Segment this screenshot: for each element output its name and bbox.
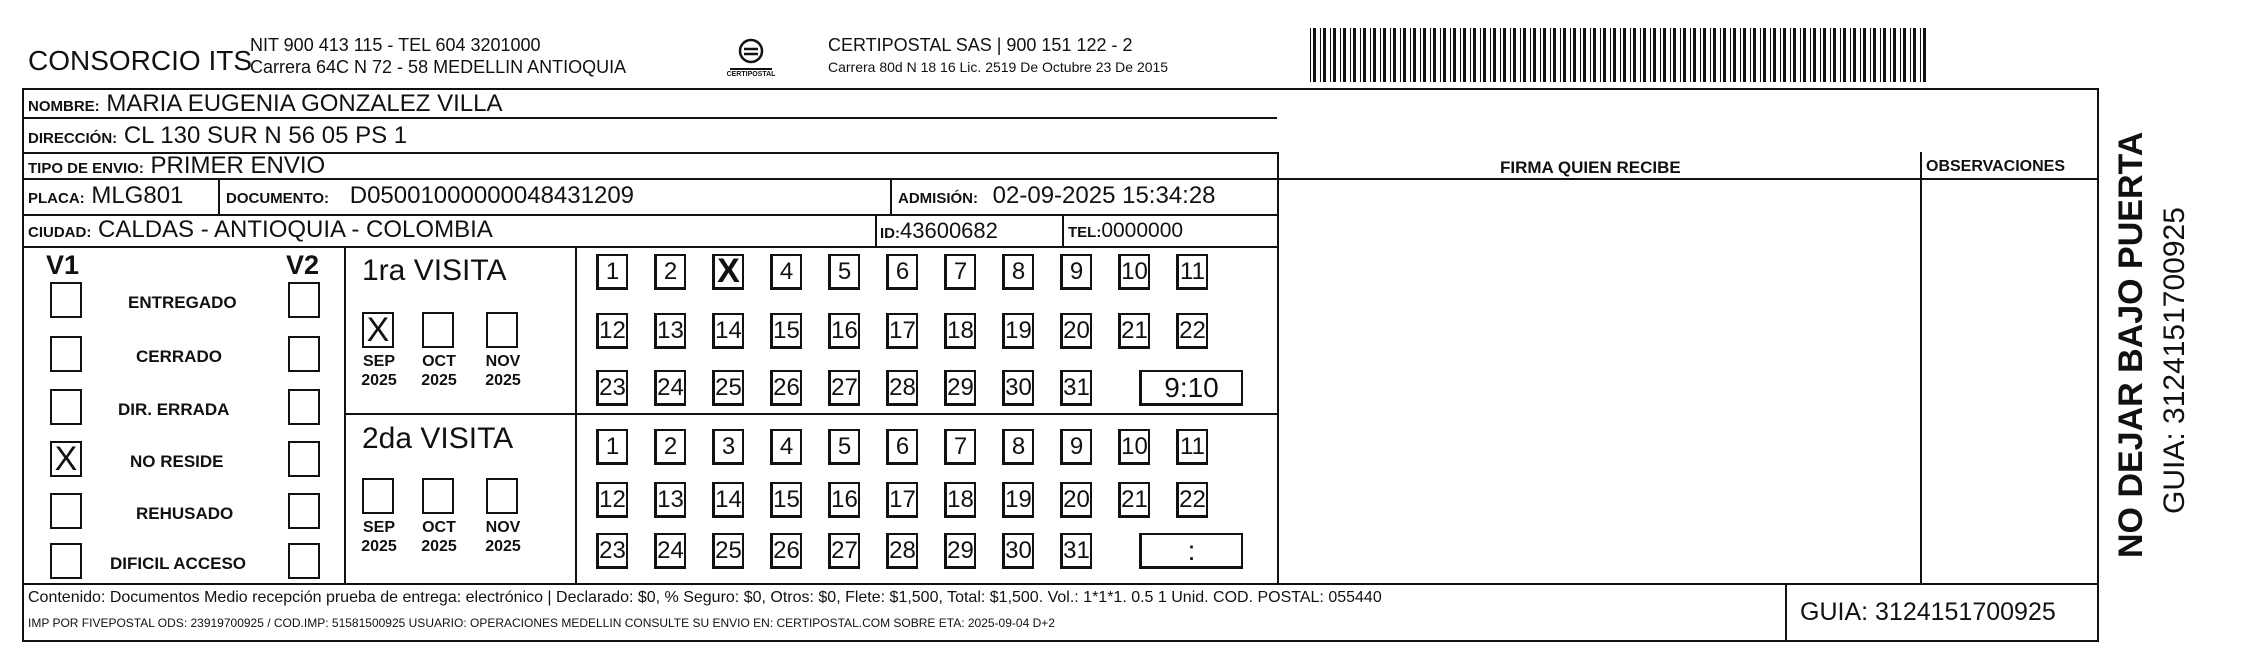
status-label: REHUSADO — [136, 504, 234, 523]
visit2-day-24[interactable]: 24 — [654, 533, 686, 569]
company-info-2: Carrera 64C N 72 - 58 MEDELLIN ANTIOQUIA — [250, 57, 627, 77]
barcode-bar — [1680, 28, 1681, 82]
barcode-bar — [1783, 28, 1786, 82]
barcode-bar — [1490, 28, 1491, 82]
firma-label: FIRMA QUIEN RECIBE — [1500, 158, 1681, 177]
visit1-month-checkbox[interactable]: X — [362, 312, 394, 348]
visit1-month-label — [476, 352, 530, 390]
barcode-bar — [1830, 28, 1831, 82]
visit1-day-15[interactable]: 15 — [770, 313, 802, 349]
v1-status-checkbox[interactable] — [50, 493, 82, 529]
barcode-bar — [1873, 28, 1876, 82]
barcode-bar — [1540, 28, 1541, 82]
barcode-bar — [1640, 28, 1641, 82]
barcode-bar — [1593, 28, 1596, 82]
ciudad-value: CALDAS - ANTIOQUIA - COLOMBIA — [98, 216, 493, 243]
month-name: NOV — [485, 519, 521, 536]
barcode-bar — [1560, 28, 1561, 82]
barcode-bar — [1383, 28, 1386, 82]
barcode-bar — [1573, 28, 1576, 82]
v2-status-checkbox[interactable] — [288, 493, 320, 529]
barcode-bar — [1653, 28, 1656, 82]
visit2-day-30[interactable]: 30 — [1002, 533, 1034, 569]
barcode-bar — [1840, 28, 1841, 82]
certipostal-logo — [726, 36, 776, 82]
v2-status-checkbox[interactable] — [288, 282, 320, 318]
barcode-bar — [1600, 28, 1601, 82]
visit2-day-22[interactable]: 22 — [1176, 482, 1208, 518]
barcode-bar — [1430, 28, 1431, 82]
visit1-day-1[interactable]: 1 — [596, 254, 628, 290]
tel-label: TEL: — [1068, 224, 1102, 241]
month-year: 2025 — [421, 372, 457, 390]
nombre-label: NOMBRE: — [28, 98, 100, 115]
visit1-day-23[interactable]: 23 — [596, 370, 628, 406]
barcode-bar — [1530, 28, 1531, 82]
barcode-bar — [1630, 28, 1631, 82]
barcode-bar — [1860, 28, 1861, 82]
barcode-bar — [1553, 28, 1556, 82]
v1-status-checkbox[interactable]: X — [50, 441, 82, 477]
barcode-bar — [1910, 28, 1911, 82]
barcode-bar — [1470, 28, 1471, 82]
visit1-day-17[interactable]: 17 — [886, 313, 918, 349]
ciudad-row — [28, 218, 493, 242]
visit1-month-label — [412, 352, 466, 390]
barcode-bar — [1403, 28, 1406, 82]
barcode-bar — [1350, 28, 1351, 82]
visit2-day-7[interactable]: 7 — [944, 429, 976, 465]
barcode-bar — [1580, 28, 1581, 82]
barcode-bar — [1603, 28, 1606, 82]
month-name: OCT — [422, 519, 456, 536]
visit2-day-14[interactable]: 14 — [712, 482, 744, 518]
barcode-bar — [1850, 28, 1851, 82]
visit2-month-checkbox[interactable] — [362, 478, 394, 514]
barcode-bar — [1610, 28, 1611, 82]
barcode-bar — [1773, 28, 1776, 82]
visit2-day-20[interactable]: 20 — [1060, 482, 1092, 518]
barcode-bar — [1660, 28, 1661, 82]
barcode-bar — [1813, 28, 1816, 82]
observaciones-label: OBSERVACIONES — [1926, 158, 2065, 175]
barcode-bar — [1683, 28, 1686, 82]
barcode-bar — [1750, 28, 1751, 82]
visit2-month-label — [352, 518, 406, 556]
month-year: 2025 — [485, 538, 521, 556]
barcode-bar — [1500, 28, 1501, 82]
visit1-day-18[interactable]: 18 — [944, 313, 976, 349]
barcode-bar — [1643, 28, 1646, 82]
barcode-bar — [1570, 28, 1571, 82]
barcode-bar — [1420, 28, 1421, 82]
nombre-row — [28, 92, 502, 116]
tipo-label: TIPO DE ENVIO: — [28, 160, 144, 177]
month-name: OCT — [422, 353, 456, 370]
direccion-value: CL 130 SUR N 56 05 PS 1 — [123, 122, 408, 149]
footer-contenido: Contenido: Documentos Medio recepción prueba de entrega: electrónico | Declarado: $0, % Seguro: $0, Otros: $0, Flete: $1,500, Total: $1,500. Vol.: 1*1*1. 0.5 1 Unid. COD. POSTAL: 055440 — [28, 589, 1382, 606]
barcode-bar — [1520, 28, 1521, 82]
visit1-day-8[interactable]: 8 — [1002, 254, 1034, 290]
status-label: NO RESIDE — [130, 452, 224, 471]
visit1-day-25[interactable]: 25 — [712, 370, 744, 406]
barcode-bar — [1423, 28, 1426, 82]
barcode-bar — [1590, 28, 1591, 82]
barcode-bar — [1410, 28, 1411, 82]
visit2-month-label — [476, 518, 530, 556]
visit2-day-31[interactable]: 31 — [1060, 533, 1092, 569]
visit1-day-29[interactable]: 29 — [944, 370, 976, 406]
visit1-day-27[interactable]: 27 — [828, 370, 860, 406]
visit2-day-29[interactable]: 29 — [944, 533, 976, 569]
barcode-bar — [1913, 28, 1916, 82]
barcode-bar — [1460, 28, 1461, 82]
barcode-bar — [1543, 28, 1546, 82]
visit1-day-4[interactable]: 4 — [770, 254, 802, 290]
placa-label: PLACA: — [28, 190, 85, 207]
barcode-bar — [1510, 28, 1511, 82]
visit2-day-13[interactable]: 13 — [654, 482, 686, 518]
barcode-bar — [1473, 28, 1476, 82]
visit2-day-4[interactable]: 4 — [770, 429, 802, 465]
month-year: 2025 — [361, 538, 397, 556]
barcode-bar — [1753, 28, 1756, 82]
visit2-day-18[interactable]: 18 — [944, 482, 976, 518]
v2-status-checkbox[interactable] — [288, 336, 320, 372]
barcode-bar — [1370, 28, 1371, 82]
visit1-day-31[interactable]: 31 — [1060, 370, 1092, 406]
barcode-bar — [1513, 28, 1516, 82]
barcode-bar — [1720, 28, 1721, 82]
barcode-bar — [1453, 28, 1456, 82]
visit2-day-23[interactable]: 23 — [596, 533, 628, 569]
barcode-bar — [1743, 28, 1746, 82]
visit1-day-10[interactable]: 10 — [1118, 254, 1150, 290]
barcode-bar — [1853, 28, 1856, 82]
visit1-day-13[interactable]: 13 — [654, 313, 686, 349]
v2-label: V2 — [286, 250, 320, 280]
barcode-bar — [1353, 28, 1356, 82]
visit1-day-11[interactable]: 11 — [1176, 254, 1208, 290]
tipo-value: PRIMER ENVIO — [150, 152, 326, 179]
visit1-day-2[interactable]: 2 — [654, 254, 686, 290]
barcode-bar — [1663, 28, 1666, 82]
v1-label: V1 — [46, 250, 80, 280]
barcode-bar — [1730, 28, 1731, 82]
visit1-day-30[interactable]: 30 — [1002, 370, 1034, 406]
barcode-bar — [1843, 28, 1846, 82]
barcode-bar — [1890, 28, 1891, 82]
svg-text:CERTIPOSTAL: CERTIPOSTAL — [726, 71, 776, 78]
footer-guia: GUIA: 3124151700925 — [1800, 598, 2056, 626]
v2-status-checkbox[interactable] — [288, 441, 320, 477]
barcode — [1310, 28, 1934, 82]
barcode-bar — [1390, 28, 1391, 82]
barcode-bar — [1613, 28, 1616, 82]
barcode-bar — [1803, 28, 1806, 82]
barcode-bar — [1633, 28, 1636, 82]
barcode-bar — [1373, 28, 1376, 82]
visit1-day-3[interactable]: X — [712, 254, 744, 290]
barcode-bar — [1763, 28, 1766, 82]
visit1-day-14[interactable]: 14 — [712, 313, 744, 349]
id-row — [880, 220, 998, 242]
direccion-label: DIRECCIÓN: — [28, 130, 118, 147]
visit1-day-9[interactable]: 9 — [1060, 254, 1092, 290]
barcode-bar — [1413, 28, 1416, 82]
logo-emblem-icon — [726, 36, 776, 82]
visit2-time-field[interactable]: : — [1139, 533, 1243, 569]
side-warning: NO DEJAR BAJO PUERTA — [2112, 131, 2150, 558]
nombre-value: MARIA EUGENIA GONZALEZ VILLA — [106, 90, 503, 117]
v1-status-checkbox[interactable] — [50, 543, 82, 579]
v2-status-checkbox[interactable] — [288, 543, 320, 579]
barcode-bar — [1790, 28, 1791, 82]
visit2-day-1[interactable]: 1 — [596, 429, 628, 465]
barcode-bar — [1360, 28, 1361, 82]
barcode-bar — [1800, 28, 1801, 82]
barcode-bar — [1440, 28, 1441, 82]
visit2-month-checkbox[interactable] — [486, 478, 518, 514]
barcode-bar — [1483, 28, 1486, 82]
month-name: SEP — [362, 519, 395, 536]
visit1-day-24[interactable]: 24 — [654, 370, 686, 406]
visit1-day-26[interactable]: 26 — [770, 370, 802, 406]
barcode-bar — [1343, 28, 1346, 82]
barcode-bar — [1673, 28, 1676, 82]
visit2-title: 2da VISITA — [362, 422, 514, 455]
visit1-time-field[interactable]: 9:10 — [1139, 370, 1243, 406]
barcode-bar — [1710, 28, 1711, 82]
barcode-bar — [1480, 28, 1481, 82]
visit2-day-19[interactable]: 19 — [1002, 482, 1034, 518]
barcode-bar — [1523, 28, 1526, 82]
barcode-bar — [1690, 28, 1691, 82]
barcode-bar — [1670, 28, 1671, 82]
visit1-day-22[interactable]: 22 — [1176, 313, 1208, 349]
barcode-bar — [1310, 28, 1311, 82]
barcode-bar — [1330, 28, 1331, 82]
placa-value: MLG801 — [91, 182, 184, 209]
barcode-bar — [1623, 28, 1626, 82]
visit2-month-label — [412, 518, 466, 556]
barcode-bar — [1713, 28, 1716, 82]
tipo-row — [28, 154, 325, 178]
month-year: 2025 — [485, 372, 521, 390]
documento-value: D05001000000048431209 — [349, 182, 635, 209]
visit2-day-2[interactable]: 2 — [654, 429, 686, 465]
status-label: CERRADO — [136, 347, 222, 366]
barcode-bar — [1770, 28, 1771, 82]
courier-info-2: Carrera 80d N 18 16 Lic. 2519 De Octubre 23 De 2015 — [828, 59, 1169, 75]
visit2-day-11[interactable]: 11 — [1176, 429, 1208, 465]
status-label: ENTREGADO — [128, 293, 237, 312]
visit2-day-26[interactable]: 26 — [770, 533, 802, 569]
observaciones-area[interactable] — [1923, 181, 2097, 581]
barcode-bar — [1323, 28, 1326, 82]
visit2-day-21[interactable]: 21 — [1118, 482, 1150, 518]
side-guia: GUIA: 3124151700925 — [2158, 207, 2191, 514]
tel-row — [1068, 220, 1183, 241]
barcode-bar — [1733, 28, 1736, 82]
visit2-day-6[interactable]: 6 — [886, 429, 918, 465]
barcode-bar — [1880, 28, 1881, 82]
visit1-day-21[interactable]: 21 — [1118, 313, 1150, 349]
visit1-title: 1ra VISITA — [362, 254, 507, 287]
visit1-day-6[interactable]: 6 — [886, 254, 918, 290]
documento-row — [226, 184, 634, 208]
barcode-bar — [1893, 28, 1896, 82]
barcode-bar — [1740, 28, 1741, 82]
barcode-bar — [1923, 28, 1926, 82]
barcode-bar — [1903, 28, 1906, 82]
barcode-bar — [1340, 28, 1341, 82]
company-name: CONSORCIO ITS — [28, 45, 253, 76]
barcode-bar — [1883, 28, 1886, 82]
month-name: NOV — [485, 353, 521, 370]
barcode-bar — [1810, 28, 1811, 82]
barcode-bar — [1333, 28, 1336, 82]
visit2-day-17[interactable]: 17 — [886, 482, 918, 518]
barcode-bar — [1550, 28, 1551, 82]
status-label: DIR. ERRADA — [118, 400, 230, 419]
barcode-bar — [1823, 28, 1826, 82]
visit2-day-5[interactable]: 5 — [828, 429, 860, 465]
barcode-bar — [1393, 28, 1396, 82]
id-label: ID: — [880, 225, 900, 242]
barcode-bar — [1650, 28, 1651, 82]
barcode-bar — [1820, 28, 1821, 82]
barcode-bar — [1723, 28, 1726, 82]
barcode-bar — [1443, 28, 1446, 82]
barcode-bar — [1780, 28, 1781, 82]
admision-value: 02-09-2025 15:34:28 — [992, 182, 1216, 209]
visit2-day-25[interactable]: 25 — [712, 533, 744, 569]
barcode-bar — [1793, 28, 1796, 82]
barcode-bar — [1563, 28, 1566, 82]
visit2-day-12[interactable]: 12 — [596, 482, 628, 518]
barcode-bar — [1320, 28, 1321, 82]
visit2-month-checkbox[interactable] — [422, 478, 454, 514]
visit1-day-20[interactable]: 20 — [1060, 313, 1092, 349]
visit1-day-7[interactable]: 7 — [944, 254, 976, 290]
barcode-bar — [1760, 28, 1761, 82]
visit1-day-28[interactable]: 28 — [886, 370, 918, 406]
barcode-bar — [1870, 28, 1871, 82]
barcode-bar — [1620, 28, 1621, 82]
visit2-day-16[interactable]: 16 — [828, 482, 860, 518]
visit2-day-10[interactable]: 10 — [1118, 429, 1150, 465]
barcode-bar — [1833, 28, 1836, 82]
direccion-row — [28, 124, 407, 148]
visit1-day-19[interactable]: 19 — [1002, 313, 1034, 349]
barcode-bar — [1583, 28, 1586, 82]
v1-status-checkbox[interactable] — [50, 336, 82, 372]
admision-row — [898, 184, 1216, 208]
visit1-month-label — [352, 352, 406, 390]
visit1-day-16[interactable]: 16 — [828, 313, 860, 349]
tel-value: 0000000 — [1101, 219, 1184, 242]
ciudad-label: CIUDAD: — [28, 224, 92, 241]
barcode-bar — [1503, 28, 1506, 82]
company-info-1: NIT 900 413 115 - TEL 604 3201000 — [250, 35, 541, 55]
barcode-bar — [1313, 28, 1316, 82]
v2-status-checkbox[interactable] — [288, 389, 320, 425]
v1-status-checkbox[interactable] — [50, 389, 82, 425]
footer-imp: IMP POR FIVEPOSTAL ODS: 23919700925 / COD.IMP: 51581500925 USUARIO: OPERACIONES MEDELLIN CONSULTE SU ENVIO EN: CERTIPOSTAL.COM SOBRE ETA: 2025-09-04 D+2 — [28, 616, 1055, 630]
visit1-month-checkbox[interactable] — [486, 312, 518, 348]
documento-label: DOCUMENTO: — [226, 190, 330, 207]
status-label: DIFICIL ACCESO — [110, 554, 247, 573]
visit2-day-27[interactable]: 27 — [828, 533, 860, 569]
barcode-bar — [1900, 28, 1901, 82]
barcode-bar — [1463, 28, 1466, 82]
courier-info-1: CERTIPOSTAL SAS | 900 151 122 - 2 — [828, 35, 1133, 55]
visit2-day-8[interactable]: 8 — [1002, 429, 1034, 465]
barcode-bar — [1450, 28, 1451, 82]
v1-status-checkbox[interactable] — [50, 282, 82, 318]
barcode-bar — [1700, 28, 1701, 82]
barcode-bar — [1380, 28, 1381, 82]
month-name: SEP — [362, 353, 395, 370]
barcode-bar — [1693, 28, 1696, 82]
barcode-bar — [1400, 28, 1401, 82]
barcode-bar — [1920, 28, 1921, 82]
visit1-day-5[interactable]: 5 — [828, 254, 860, 290]
barcode-bar — [1433, 28, 1436, 82]
signature-area[interactable] — [1280, 181, 1918, 581]
barcode-bar — [1703, 28, 1706, 82]
visit2-day-28[interactable]: 28 — [886, 533, 918, 569]
id-value: 43600682 — [900, 218, 998, 243]
barcode-bar — [1533, 28, 1536, 82]
visit1-month-checkbox[interactable] — [422, 312, 454, 348]
month-year: 2025 — [421, 538, 457, 556]
visit2-day-3[interactable]: 3 — [712, 429, 744, 465]
visit2-day-9[interactable]: 9 — [1060, 429, 1092, 465]
admision-label: ADMISIÓN: — [898, 190, 978, 207]
barcode-bar — [1863, 28, 1866, 82]
placa-row — [28, 184, 183, 208]
barcode-bar — [1493, 28, 1496, 82]
visit2-day-15[interactable]: 15 — [770, 482, 802, 518]
month-year: 2025 — [361, 372, 397, 390]
barcode-bar — [1363, 28, 1366, 82]
visit1-day-12[interactable]: 12 — [596, 313, 628, 349]
